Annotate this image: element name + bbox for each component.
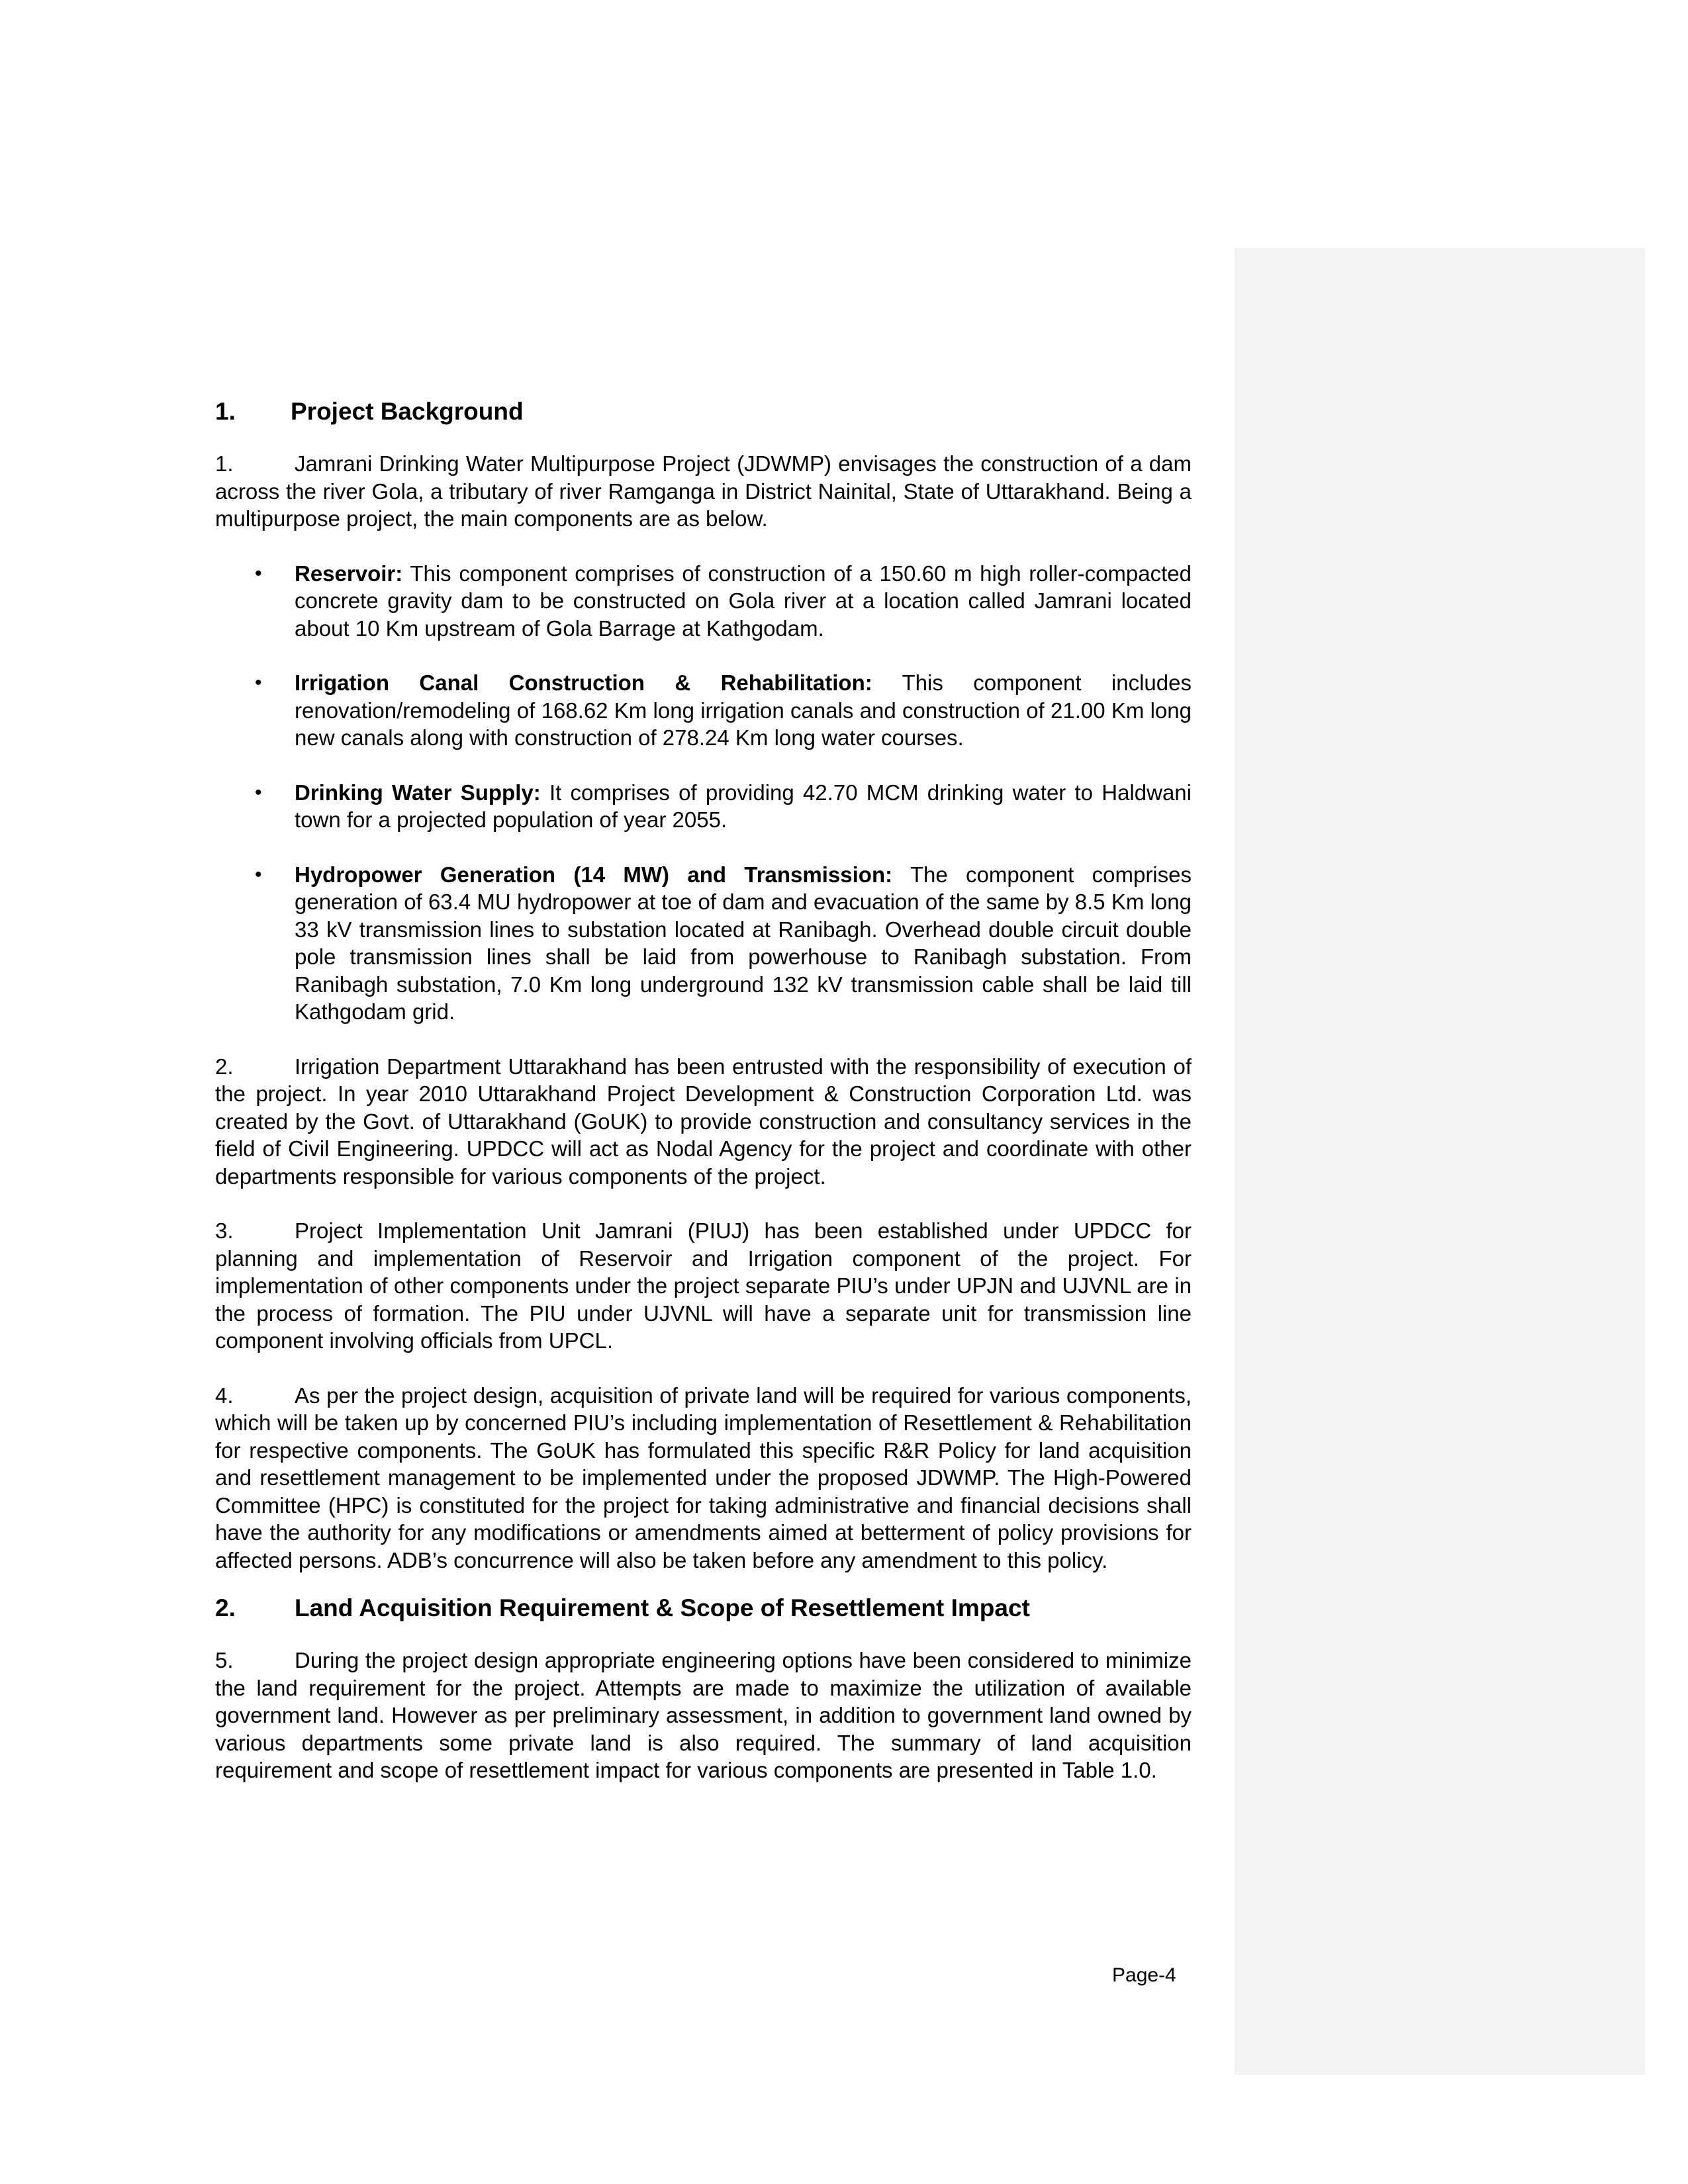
list-item-title: Hydropower Generation (14 MW) and Transmission: [295, 862, 893, 887]
bullet-icon: • [255, 863, 262, 886]
paragraph-text: As per the project design, acquisition of private land will be required for various components, which will be taken up by concerned PIU’s including implementation of Resettlement & Rehabilitation for respective components. The GoUK has formulated this specific R&R Policy for land acquisition and resettlement management to be implemented under the proposed JDWMP. The High-Powered Committee (HPC) is constituted for the project for taking administrative and financial decisions shall have the authority for any modifications or amendments aimed at betterment of policy provisions for affected persons. ADB’s concurrence will also be taken before any amendment to this policy. [215, 1383, 1192, 1572]
section-heading-land-acquisition [215, 1594, 1192, 1623]
bullet-icon: • [255, 672, 262, 694]
list-item-hydropower [215, 861, 1192, 1026]
list-item-reservoir [215, 560, 1192, 643]
list-item-title: Irrigation Canal Construction & Rehabilitation: [295, 670, 872, 695]
section-title: Land Acquisition Requirement & Scope of Resettlement Impact [295, 1594, 1030, 1621]
list-item-text: The component comprises generation of 63.4 MU hydropower at toe of dam and evacuation of the same by 8.5 Km long 33 kV transmission lines to substation located at Ranibagh. Overhead double circuit double pole transmission lines shall be laid from powerhouse to Ranibagh substation. From Ranibagh substation, 7.0 Km long underground 132 kV transmission cable shall be laid till Kathgodam grid. [295, 862, 1192, 1024]
list-item-text: This component includes renovation/remodeling of 168.62 Km long irrigation canals and construction of 21.00 Km long new canals along with construction of 278.24 Km long water courses. [295, 670, 1192, 750]
section-number: 1. [215, 398, 236, 425]
list-item-text: This component comprises of construction of a 150.60 m high roller-compacted concrete gravity dam to be constructed on Gola river at a location called Jamrani located about 10 Km upstream of Gola Barrage at Kathgodam. [295, 561, 1192, 641]
section-heading-project-background [215, 397, 1192, 426]
paragraph-number: 2. [215, 1054, 234, 1079]
paragraph-1 [215, 450, 1192, 533]
paragraph-5 [215, 1647, 1192, 1784]
paragraph-2 [215, 1053, 1192, 1191]
paragraph-4 [215, 1382, 1192, 1574]
paragraph-text: During the project design appropriate engineering options have been considered to minimize the land requirement for the project. Attempts are made to maximize the utilization of available government land. However as per preliminary assessment, in addition to government land owned by various departments some private land is also required. The summary of land acquisition requirement and scope of resettlement impact for various components are presented in Table 1.0. [215, 1648, 1192, 1782]
paragraph-number: 3. [215, 1218, 234, 1243]
paragraph-text: Project Implementation Unit Jamrani (PIUJ) has been established under UPDCC for planning and implementation of Reservoir and Irrigation component of the project. For implementation of other components under the project separate PIU’s under UPJN and UJVNL are in the process of formation. The PIU under UJVNL will have a separate unit for transmission line component involving officials from UPCL. [215, 1218, 1192, 1353]
component-list [215, 560, 1192, 1026]
list-item-drinking-water [215, 779, 1192, 834]
paragraph-text: Jamrani Drinking Water Multipurpose Project (JDWMP) envisages the construction of a dam across the river Gola, a tributary of river Ramganga in District Nainital, State of Uttarakhand. Being a multipurpose project, the main components are as below. [215, 451, 1192, 531]
bullet-icon: • [255, 562, 262, 584]
paragraph-text: Irrigation Department Uttarakhand has been entrusted with the responsibility of execution of the project. In year 2010 Uttarakhand Project Development & Construction Corporation Ltd. was created by the Govt. of Uttarakhand (GoUK) to provide construction and consultancy services in the field of Civil Engineering. UPDCC will act as Nodal Agency for the project and coordinate with other departments responsible for various components of the project. [215, 1054, 1192, 1189]
document-body [215, 397, 1192, 1784]
paragraph-number: 1. [215, 451, 234, 476]
page-number: Page-4 [1112, 1964, 1176, 1986]
paragraph-3 [215, 1217, 1192, 1355]
list-item-title: Reservoir: [295, 561, 403, 586]
comment-pane [1235, 248, 1645, 2075]
bullet-icon: • [255, 781, 262, 803]
list-item-irrigation [215, 669, 1192, 752]
paragraph-number: 4. [215, 1383, 234, 1408]
list-item-text: It comprises of providing 42.70 MCM drinking water to Haldwani town for a projected population of year 2055. [295, 780, 1192, 832]
paragraph-number: 5. [215, 1648, 234, 1672]
list-item-title: Drinking Water Supply: [295, 780, 541, 805]
section-title: Project Background [291, 398, 524, 425]
section-number: 2. [215, 1594, 236, 1621]
